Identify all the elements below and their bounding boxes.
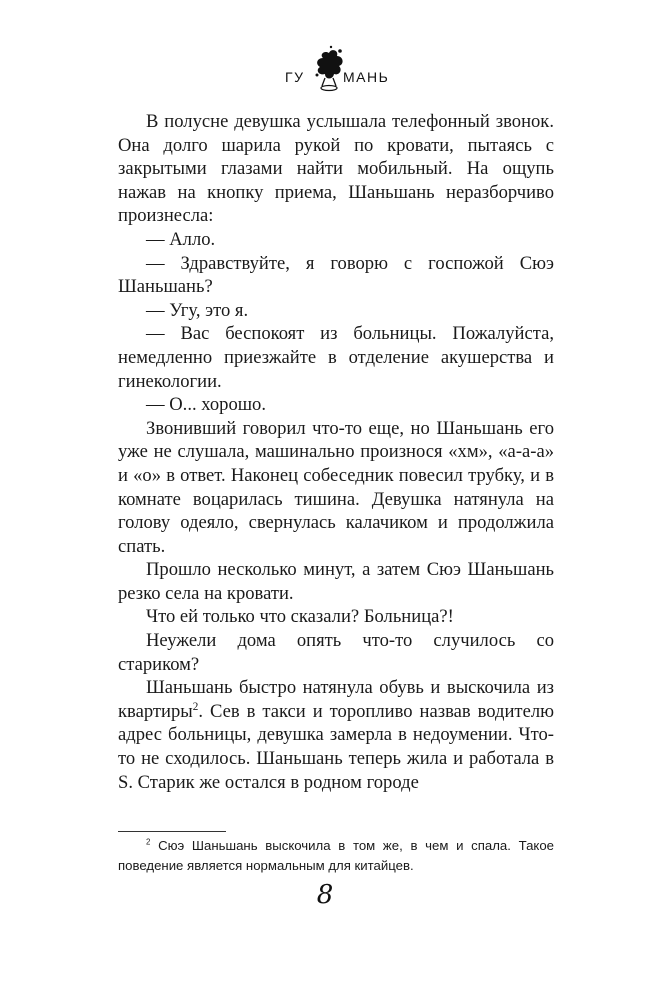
body-text bbox=[118, 110, 554, 794]
header-brand-left: ГУ bbox=[285, 69, 305, 85]
paragraph: Звонивший говорил что-то еще, но Шаньшань его уже не слушала, машинально произнося «хм», «а-а-а» и «о» в ответ. Наконец собеседник повесил трубку, и в комнате воцарилась тишина. Девушка натянула на голову одеяло, свернулась калачиком и продолжила спать. bbox=[118, 417, 554, 557]
footnote-divider bbox=[118, 831, 226, 832]
paragraph: В полусне девушка услышала телефонный звонок. Она долго шарила рукой по кровати, пытаясь с закрытыми глазами найти мобильный. На ощупь нажав на кнопку приема, Шаньшань неразборчиво произнесла: bbox=[118, 111, 554, 227]
header-brand-right: МАНЬ bbox=[343, 69, 390, 85]
footnote bbox=[118, 836, 554, 875]
paragraph: Неужели дома опять что-то случилось со стариком? bbox=[118, 630, 554, 675]
paragraph: — Угу, это я. bbox=[146, 299, 249, 321]
footnote-number: 2 bbox=[146, 837, 151, 847]
footnote-reference[interactable]: 2 bbox=[192, 700, 199, 713]
paragraph bbox=[118, 676, 554, 794]
paragraph: — Алло. bbox=[146, 228, 216, 250]
paragraph-text: Шаньшань быстро натянула обувь и выскочила из квартиры bbox=[118, 677, 554, 722]
paragraph: — Вас беспокоят из больницы. Пожалуйста, немедленно приезжайте в отделение акушерства и гинекологии. bbox=[118, 323, 554, 392]
paragraph-text: . Сев в такси и торопливо назвав водителю адрес больницы, девушка замерла в недоумении. Что-то не сходилось. Шаньшань теперь жила и работала в S. Старик же остался в родном городе bbox=[118, 700, 554, 793]
paragraph: Прошло несколько минут, а затем Сюэ Шаньшань резко села на кровати. bbox=[118, 559, 554, 604]
running-header bbox=[0, 44, 650, 104]
footnote-text: Сюэ Шаньшань выскочила в том же, в чем и спала. Такое поведение является нормальным для китайцев. bbox=[118, 838, 554, 873]
paragraph: Что ей только что сказали? Больница?! bbox=[146, 606, 454, 628]
page-number: 8 bbox=[316, 880, 334, 910]
paragraph: — Здравствуйте, я говорю с госпожой Сюэ Шаньшань? bbox=[118, 252, 554, 298]
paragraph: — О... хорошо. bbox=[146, 394, 267, 416]
